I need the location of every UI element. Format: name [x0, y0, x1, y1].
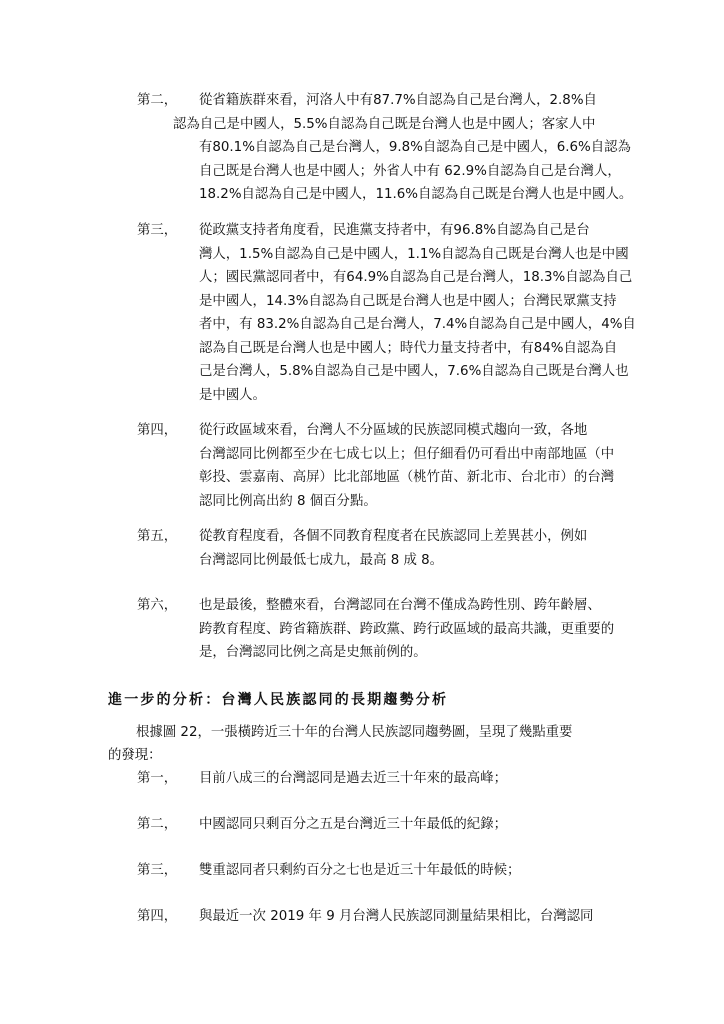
finding-four: [137, 905, 593, 928]
point-label: 第四，: [137, 423, 178, 438]
text-line: 是，台灣認同比例之高是史無前例的。: [199, 645, 427, 660]
text-line: 是中國人，14.3%自認為自己既是台灣人也是中國人；台灣民眾黨支持: [199, 293, 617, 309]
point-label: 第三，: [137, 223, 178, 238]
text-line: 也是最後，整體來看，台灣認同在台灣不僅成為跨性別、跨年齡層、: [199, 598, 601, 613]
finding-label: 第二，: [137, 817, 178, 832]
finding-text: 中國認同只剩百分之五是台灣近三十年最低的紀錄；: [199, 817, 507, 832]
finding-one: [137, 767, 507, 790]
text-line: 從政黨支持者角度看，民進黨支持者中，有96.8%自認為自己是台: [199, 223, 590, 238]
finding-three: [137, 859, 520, 882]
finding-text: 目前八成三的台灣認同是過去近三十年來的最高峰；: [199, 771, 507, 786]
finding-text: 與最近一次 2019 年 9 月台灣人民族認同測量結果相比，台灣認同: [199, 909, 594, 924]
point-label: 第二，: [137, 93, 178, 108]
text-line: 從行政區域來看，台灣人不分區域的民族認同模式趨向一致，各地: [199, 423, 588, 438]
point-text: [173, 525, 627, 572]
text-line: 從教育程度看，各個不同教育程度者在民族認同上差異甚小，例如: [199, 529, 588, 544]
text-line: 認為自己是中國人，5.5%自認為自己既是台灣人也是中國人；客家人中: [173, 116, 596, 132]
finding-label: 第一，: [137, 771, 178, 786]
text-line: 台灣認同比例最低七成九，最高 8 成 8。: [199, 552, 444, 568]
text-line: 認同比例高出約 8 個百分點。: [199, 493, 377, 509]
text-line: 從省籍族群來看，河洛人中有87.7%自認為自己是台灣人，2.8%自: [199, 93, 597, 108]
point-label: 第五，: [137, 529, 178, 544]
point-six: [137, 594, 627, 665]
text-line: 是中國人。: [199, 387, 266, 403]
text-line: 己是台灣人，5.8%自認為自己是中國人，7.6%自認為自己既是台灣人也: [199, 364, 629, 379]
text-line: 認為自己既是台灣人也是中國人；時代力量支持者中，有84%自認為自: [199, 340, 618, 356]
point-four: [137, 419, 627, 513]
text-line: 自己既是台灣人也是中國人；外省人中有 62.9%自認為自己是台灣人，: [199, 163, 621, 179]
finding-label: 第四，: [137, 909, 178, 924]
text-line: 灣人，1.5%自認為自己是中國人，1.1%自認為自己既是台灣人也是中國: [199, 246, 629, 262]
finding-text: 雙重認同者只剩約百分之七也是近三十年最低的時候；: [199, 863, 521, 878]
text-line: 18.2%自認為自己是中國人，11.6%自認為自己既是台灣人也是中國人。: [199, 187, 633, 202]
text-line: 有80.1%自認為自己是台灣人，9.8%自認為自己是中國人，6.6%自認為: [199, 140, 631, 155]
text-line: 者中，有 83.2%自認為自己是台灣人，7.4%自認為自己是中國人，4%自: [199, 317, 636, 332]
point-two: [137, 89, 633, 207]
intro-paragraph: [108, 721, 628, 767]
point-five: [137, 525, 627, 572]
text-line: 彰投、雲嘉南、高屏）比北部地區（桃竹苗、新北市、台北市）的台灣: [199, 470, 615, 485]
point-label: 第六，: [137, 598, 178, 613]
finding-two: [137, 813, 507, 836]
text-line: 根據圖 22，一張橫跨近三十年的台灣人民族認同趨勢圖，呈現了幾點重要: [136, 725, 573, 740]
text-line: 跨教育程度、跨省籍族群、跨政黨、跨行政區域的最高共識，更重要的: [199, 621, 615, 637]
point-three: [137, 219, 636, 407]
point-text: [173, 219, 636, 407]
section-heading: 進一步的分析：台灣人民族認同的長期趨勢分析: [108, 692, 449, 708]
finding-label: 第三，: [137, 863, 178, 878]
text-line: 的發現：: [108, 748, 162, 763]
point-text: [173, 89, 633, 207]
text-line: 人；國民黨認同者中，有64.9%自認為自己是台灣人，18.3%自認為自己: [199, 270, 633, 285]
text-line: 台灣認同比例都至少在七成七以上；但仔細看仍可看出中南部地區（中: [199, 446, 615, 462]
point-text: [173, 419, 627, 513]
point-text: [173, 594, 627, 665]
